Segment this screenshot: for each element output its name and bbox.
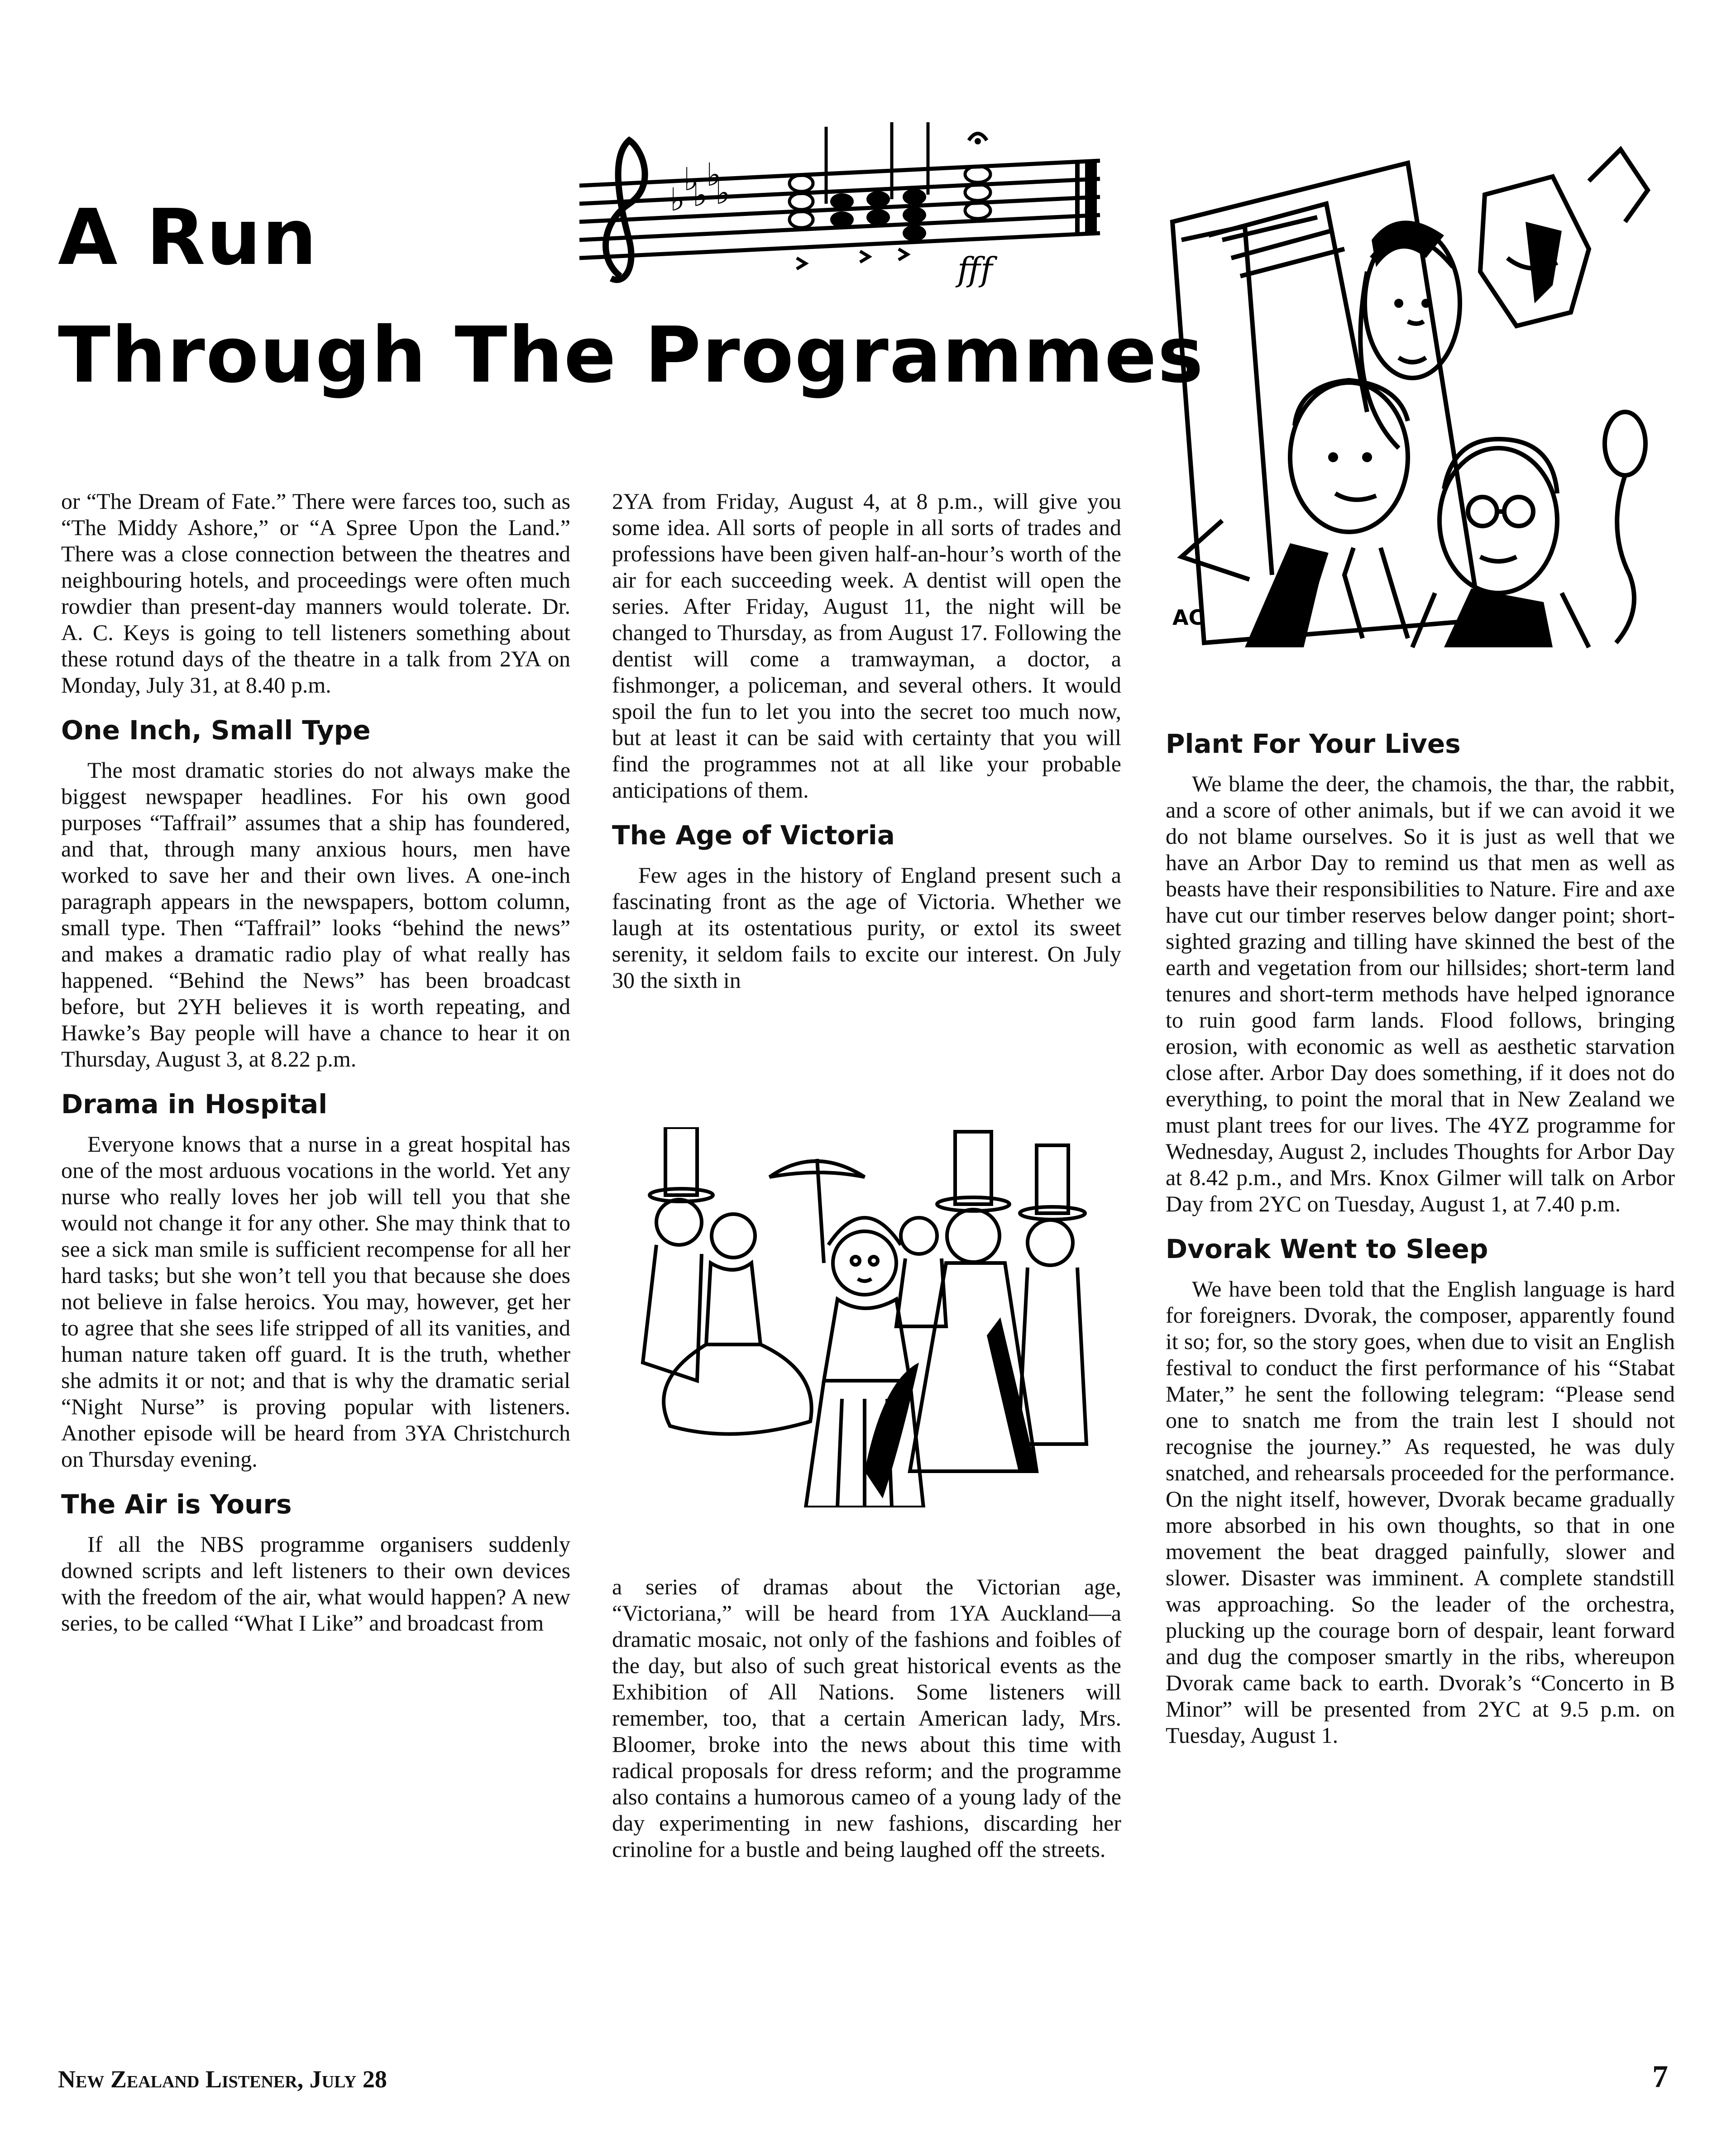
dynamic-marking: fff xyxy=(957,250,993,288)
heading-dvorak-went-to-sleep: Dvorak Went to Sleep xyxy=(1166,1234,1488,1264)
flat-sign-3: ♭ xyxy=(670,181,685,218)
heading-one-inch-small-type: One Inch, Small Type xyxy=(61,715,371,746)
column-2-upper xyxy=(612,488,1121,993)
heading-air-is-yours: The Air is Yours xyxy=(61,1489,292,1520)
artist-signature: AC xyxy=(1172,605,1204,630)
paragraph-air-continued: 2YA from Friday, August 4, at 8 p.m., will give you some idea. All sorts of people in all sorts of trades and professions have been given half-an-hour’s worth of the air for each succeeding week. A dentist will open the series. After Friday, August 11, the night will be changed to Thursday, as from August 17. Following the dentist will come a tramwayman, a doctor, a fishmonger, a policeman, and several others. It would spoil the fun to let you into the secret too much now, but at least it can be said with certainty that you will find the programmes not at all like your probable anticipations of them. xyxy=(612,488,1121,803)
column-2-lower xyxy=(612,1574,1121,1862)
flat-sign-4: ♭ xyxy=(693,176,708,214)
paragraph-drama-hospital: Everyone knows that a nurse in a great hospital has one of the most arduous vocations in the world. Yet any nurse who really loves her job will tell you that she would not change it for any other. She may think that to see a sick man smile is sufficient recompense for all her hard tasks; but she won’t tell you that because she does not believe in false heroics. You may, however, get her to agree that she sees life stripped of all its vanities, and human nature taken off guard. It is the truth, whether she admits it or not; and that is why the dramatic serial “Night Nurse” is proving popular with listeners. Another episode will be heard from 3YA Christchurch on Thursday evening. xyxy=(61,1131,570,1472)
footer-publication: New Zealand Listener, July 28 xyxy=(58,2066,387,2093)
heading-plant-for-your-lives: Plant For Your Lives xyxy=(1166,728,1461,759)
column-3 xyxy=(1166,712,1675,1748)
radio-personalities-illustration xyxy=(1154,122,1661,652)
flat-sign-2: ♭ xyxy=(706,156,722,193)
intro-paragraph: or “The Dream of Fate.” There were farces too, such as “The Middy Ashore,” or “A Spree Upon the Land.” There was a close connection between the theatres and neighbouring hotels, and proceedings were often much rowdier than present-day manners would tolerate. Dr. A. C. Keys is going to tell listeners something about these rotund days of the theatre in a talk from 2YA on Monday, July 31, at 8.40 p.m. xyxy=(61,488,570,698)
page-number: 7 xyxy=(1652,2059,1668,2094)
paragraph-victoriana: a series of dramas about the Victorian age, “Victoriana,” will be heard from 1YA Auckland—a dramatic mosaic, not only of the fashions and foibles of the day, but also of such great historical events as the Exhibition of All Nations. Some listeners will remember, too, that a certain American lady, Mrs. Bloomer, broke into the news about this time with radical proposals for dress reform; and the programme also contains a humorous cameo of a young lady of the day experimenting in new fashions, discarding her crinoline for a bustle and being laughed off the streets. xyxy=(612,1574,1121,1862)
paragraph-arbor-day: We blame the deer, the chamois, the thar, the rabbit, and a score of other animals, but if we can avoid it we do not blame ourselves. So it is just as well that we have an Arbor Day to remind us that men as well as beasts have their responsibilities to Nature. Fire and axe have cut our timber reserves below danger point; short-sighted grazing and tilling have skinned the best of the earth and vegetation from our hillsides; short-term land tenures and short-term methods have helped ignorance to ruin good farm lands. Flood follows, bringing erosion, with economic as well as aesthetic starvation close after. Arbor Day does something, if it does not do everything, to point the moral that in New Zealand we must plant trees for our lives. The 4YZ programme for Wednesday, August 2, includes Thoughts for Arbor Day at 8.42 p.m., and Mrs. Knox Gilmer will talk on Arbor Day from 2YC on Tuesday, August 1, at 7.40 p.m. xyxy=(1166,771,1675,1216)
heading-drama-in-hospital: Drama in Hospital xyxy=(61,1089,328,1120)
title-line-1: A Run xyxy=(58,193,318,282)
victorian-figures-illustration xyxy=(629,1127,1114,1507)
paragraph-air-is-yours: If all the NBS programme organisers suddenly downed scripts and left listeners to their own devices with the freedom of the air, what would happen? A new series, to be called “What I Like” and broadcast from xyxy=(61,1531,570,1636)
paragraph-one-inch: The most dramatic stories do not always make the biggest newspaper headlines. For his own good purposes “Taffrail” assumes that a ship has foundered, and that, through many anxious hours, men have worked to save her and their own lives. A one-inch paragraph appears in the newspapers, bottom column, small type. Then “Taffrail” looks “behind the news” and makes a dramatic radio play of what really has happened. “Behind the News” has been broadcast before, but 2YH believes it is worth repeating, and Hawke’s Bay people will have a chance to hear it on Thursday, August 3, at 8.22 p.m. xyxy=(61,757,570,1072)
title-line-2: Through The Programmes xyxy=(58,311,1205,400)
paragraph-age-of-victoria: Few ages in the history of England present such a fascinating front as the age of Victoria. Whether we laugh at its ostentatious purity, or extol its sweet serenity, it seldom fails to excite our interest. On July 30 the sixth in xyxy=(612,862,1121,993)
column-1 xyxy=(61,488,570,1636)
flat-sign-1: ♭ xyxy=(684,160,699,198)
flat-sign-5: ♭ xyxy=(715,174,731,211)
music-staff-illustration xyxy=(570,122,1109,294)
heading-age-of-victoria: The Age of Victoria xyxy=(612,820,895,851)
paragraph-dvorak: We have been told that the English language is hard for foreigners. Dvorak, the composer, apparently found it so; for, so the story goes, when due to visit an English festival to conduct the first performance of his “Stabat Mater,” he sent the following telegram: “Please send one to snatch me from the train lest I should not recognise the journey.” As requested, he was duly snatched, and rehearsals proceeded for the performance. On the night itself, however, Dvorak became gradually more absorbed in his own thoughts, so that in one movement the beat dragged painfully, slower and slower. Disaster was imminent. A complete standstill was approaching. So the leader of the orchestra, plucking up the courage born of despair, leant forward and dug the composer smartly in the ribs, whereupon Dvorak came back to earth. Dvorak’s “Concerto in B Minor” will be presented from 2YC at 9.5 p.m. on Tuesday, August 1. xyxy=(1166,1276,1675,1748)
